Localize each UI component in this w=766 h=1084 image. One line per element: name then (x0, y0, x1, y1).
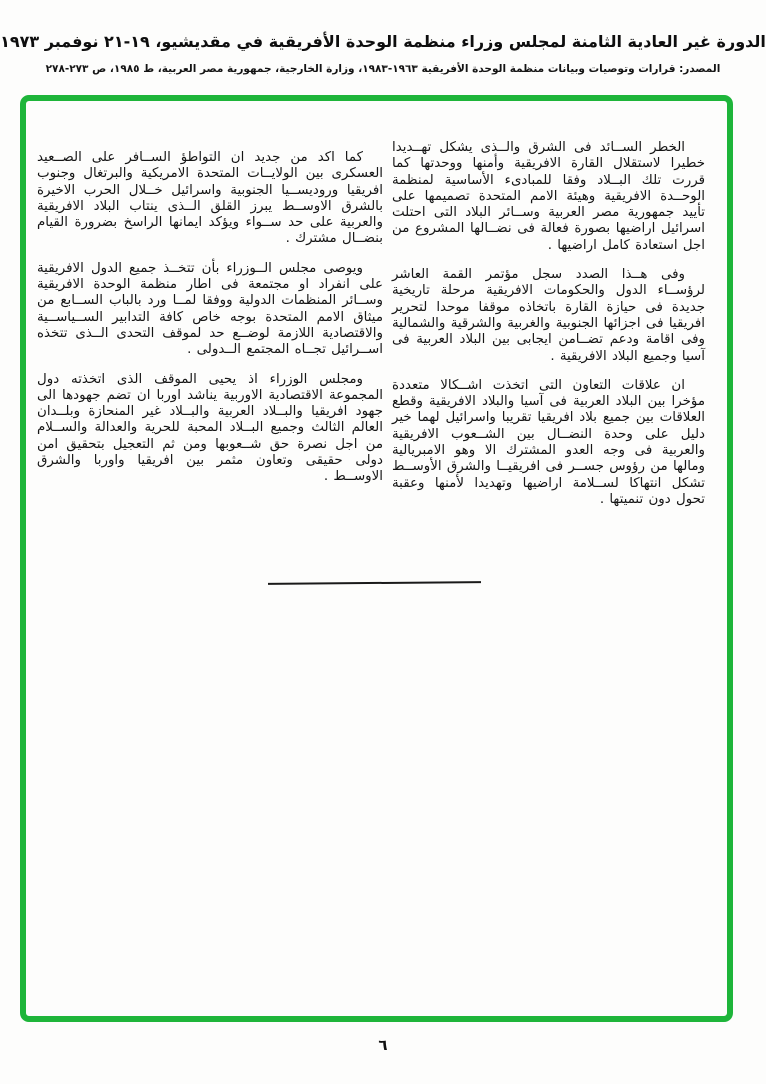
paragraph: ويوصى مجلس الــوزراء بأن تتخــذ جميع الدول الافريقية على انفراد او مجتمعة فى اطار منظمة الوحدة الافريقية وســائر المنظمات الدولية ووفقا لمــا ورد بالباب الســابع من ميثاق الامم المتحدة بوجه خاص كافة التدابير الســياســية والاقتصادية اللازمة لوضــع حد لموقف التحدى الــذى تتخذه اســرائيل تجــاه المجتمع الــدولى . (37, 260, 383, 358)
paragraph: الخطر الســائد فى الشرق والــذى يشكل تهــديدا خطيرا لاستقلال القارة الافريقية وأمنها ووحدتها كما قررت تلك البــلاد وفقا للمبادىء الأساسية لمنظمة الوحــدة الافريقية وهيئة الامم المتحدة تصميمها على تأييد جمهورية مصر العربية وســائر البلاد التى احتلت اسرائيل اراضيها بصورة فعالة فى نضــالها المشروع من اجل استعادة كامل اراضيها . (392, 140, 705, 253)
paragraph: ومجلس الوزراء اذ يحيى الموقف الذى اتخذته دول المجموعة الاقتصادية الاوربية يناشد اوربا ان تضم جهودها الى جهود افريقيا والبــلاد العربية والبــلاد غير المنحازة وبلــدان العالم الثالث وجميع البــلاد المحبة للحرية والعدالة والســلام من اجل نصرة حق شــعوبها ومن ثم التعجيل بتحقيق امن دولى حقيقى وتعاون مثمر بين افريقيا واوربا والشرق الاوســط . (37, 371, 383, 485)
paragraph: كما اكد من جديد ان التواطؤ الســافر على الصــعيد العسكرى بين الولايــات المتحدة الامريكية والبرتغال وجنوب افريقيا وروديســيا الجنوبية واسرائيل خــلال الحرب الاخيرة بالشرق الاوســط يبرز القلق الــذى ينتاب البلاد الافريقية والعربية على حد ســواء ويؤكد ايمانها الراسخ بضرورة القيام بنضــال مشترك . (37, 150, 383, 247)
source-line: المصدر: قرارات وتوصيات وبيانات منظمة الوحدة الأفريقية ١٩٦٣-١٩٨٣، وزارة الخارجية، جمهورية مصر العربية، ط ١٩٨٥، ص ٢٧٣-٢٧٨ (45, 63, 721, 75)
page-title: الدورة غير العادية الثامنة لمجلس وزراء منظمة الوحدة الأفريقية في مقديشيو، ١٩-٢١ نوفمبر ١٩٧٣ (0, 32, 766, 51)
text-column-right (392, 140, 705, 521)
paragraph: ان علاقات التعاون التى اتخذت اشــكالا متعددة مؤخرا بين البلاد العربية فى آسيا والبلاد الافريقية وقطع العلاقات بين جميع بلاد افريقيا تقريبا واسرائيل لهما خير دليل على وحدة النضــال بين الشــعوب الافريقية والعربية فى وجه العدو المشترك الا وهو الامبريالية ومالها من رؤوس جســر فى افريقيــا والشرق الأوســط تشكل انتهاكا لســلامة اراضيها وتهديدا لأمنها وعقبة تحول دون تنميتها . (392, 377, 705, 507)
page-number: ٦ (378, 1036, 388, 1054)
paragraph: وفى هــذا الصدد سجل مؤتمر القمة العاشر لرؤســاء الدول والحكومات الافريقية مرحلة تاريخية جديدة فى حيازة القارة باتخاذه موقفا موحدا لتحرير افريقيا فى اجزائها الجنوبية والغربية والشرقية والشمالية وفى اقامة ودعم تضــامن ايجابى بين البلاد العربية فى آسيا وجميع البلاد الافريقية . (392, 267, 705, 364)
text-column-left (37, 150, 383, 499)
